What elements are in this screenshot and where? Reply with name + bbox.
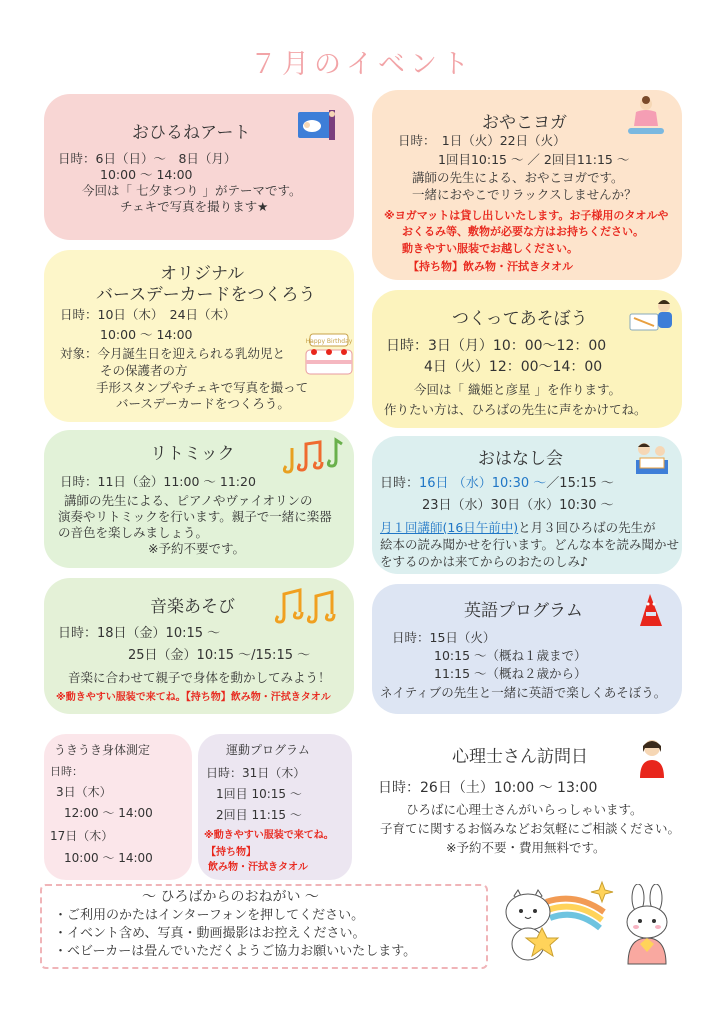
notice: ※動きやすい服装で来てね。 bbox=[204, 830, 334, 841]
notes-item: ・ご利用のかたはインターフォンを押してください。 bbox=[54, 908, 365, 923]
schedule-date: 23日（水）30日（水）10:30 ～ bbox=[422, 498, 614, 513]
notice: ※予約不要です。 bbox=[148, 541, 245, 556]
card-eigo bbox=[372, 584, 682, 714]
card-ohanashi bbox=[372, 436, 682, 574]
card-title: つくってあそぼう bbox=[452, 309, 588, 329]
schedule-date: 日時：6日（日）～ 8日（月） bbox=[58, 151, 237, 166]
notes-box bbox=[40, 884, 488, 969]
bunny-icon bbox=[616, 884, 678, 966]
schedule-time: 12:00 ～ 14:00 bbox=[64, 806, 153, 820]
card-title: 運動プログラム bbox=[226, 743, 310, 757]
schedule-date bbox=[380, 476, 614, 492]
birthday-cake-icon bbox=[302, 330, 356, 378]
schedule-time: 1回目 10:15 ～ bbox=[216, 787, 302, 801]
counselor-icon bbox=[636, 736, 668, 778]
card-title: おはなし会 bbox=[478, 449, 563, 469]
notes-item: ・ベビーカーは畳んでいただくようご協力お願いいたします。 bbox=[54, 944, 417, 959]
description: 講師の先生による、ピアノやヴァイオリンの bbox=[64, 493, 313, 508]
card-ohirune bbox=[44, 94, 354, 240]
card-title: 音楽あそび bbox=[150, 597, 235, 617]
cake-label: Happy Birthday bbox=[305, 338, 353, 345]
schedule-time: 10:15 ～（概ね１歳まで） bbox=[434, 648, 587, 663]
description: チェキで写真を撮ります★ bbox=[120, 199, 269, 214]
description: 絵本の読み聞かせを行います。どんな本を読み聞かせ bbox=[380, 537, 680, 552]
schedule-time: 10:00 ～ 14:00 bbox=[100, 327, 193, 342]
schedule-time: 2回目 11:15 ～ bbox=[216, 808, 302, 822]
description: 一緒におやこでリラックスしませんか？ bbox=[412, 187, 637, 202]
schedule-date: 日時：3日（月）10：00～12：00 bbox=[386, 338, 607, 354]
description: 今回は「 七夕まつり 」がテーマです。 bbox=[82, 183, 302, 198]
target: その保護者の方 bbox=[100, 363, 188, 378]
music-notes-icon bbox=[274, 586, 338, 626]
schedule-date: 日時： 1日（火）22日（火） bbox=[398, 133, 566, 148]
schedule-date: 日時：31日（木） bbox=[206, 766, 306, 780]
instructor-highlight: 月１回講師(16日午前中) bbox=[380, 520, 519, 535]
card-birthday bbox=[44, 250, 354, 422]
notice: 動きやすい服装でお越しください。 bbox=[402, 242, 578, 255]
description: 手形スタンプやチェキで写真を撮って bbox=[96, 380, 309, 395]
description: ネイティブの先生と一緒に英語で楽しくあそぼう。 bbox=[380, 685, 667, 700]
schedule-date: 3日（木） bbox=[56, 785, 112, 799]
sparkle-star-icon bbox=[590, 880, 614, 904]
bring-items-label: 【持ち物】 bbox=[206, 847, 256, 858]
schedule-date: 4日（火）12：00～14：00 bbox=[424, 359, 603, 375]
page-title: ７月のイベント bbox=[250, 49, 474, 80]
card-title: オリジナル bbox=[160, 264, 245, 284]
card-oyako-yoga bbox=[372, 90, 682, 280]
description-text: と月３回ひろばの先生が bbox=[518, 520, 656, 535]
schedule-date: 日時：10日（木） 24日（木） bbox=[60, 307, 236, 322]
description: 音楽に合わせて親子で身体を動かしてみよう！ bbox=[68, 670, 331, 685]
card-rhythmic bbox=[44, 430, 354, 568]
notice: ※動きやすい服装で来てね。【持ち物】飲み物・汗拭きタオル bbox=[56, 692, 331, 703]
schedule-date: 日時：15日（火） bbox=[392, 630, 496, 645]
schedule-date: 日時：26日（土）10:00 ～ 13:00 bbox=[378, 780, 598, 796]
description: バースデーカードをつくろう。 bbox=[116, 396, 290, 411]
schedule-date: 17日（木） bbox=[50, 829, 114, 843]
card-undo bbox=[198, 734, 352, 880]
notes-item: ・イベント含め、写真・動画撮影はお控えください。 bbox=[54, 926, 366, 941]
music-notes-icon bbox=[280, 436, 346, 476]
highlight-date: 16日 （水）10:30 ～ bbox=[419, 476, 547, 491]
date-suffix: ／15:15 ～ bbox=[546, 476, 614, 491]
description: 今回は「 織姫と彦星 」を作ります。 bbox=[414, 382, 621, 397]
card-title: 心理士さん訪問日 bbox=[452, 747, 588, 767]
schedule-time: 10:00 ～ 14:00 bbox=[100, 167, 193, 182]
card-ongaku bbox=[44, 578, 354, 714]
card-title: おひるねアート bbox=[132, 123, 251, 143]
card-title: リトミック bbox=[150, 444, 235, 464]
schedule-date: 25日（金）10:15 ～/15:15 ～ bbox=[128, 648, 311, 663]
notice: ※ヨガマットは貸し出しいたします。お子様用のタオルや bbox=[384, 209, 669, 222]
description: 子育てに関するお悩みなどお気軽にご相談ください。 bbox=[380, 821, 681, 836]
description: 演奏やリトミックを行います。親子で一緒に楽器 bbox=[58, 509, 332, 524]
bring-items: 【持ち物】飲み物・汗拭きタオル bbox=[408, 260, 573, 273]
notice: おくるみ等、敷物が必要な方はお持ちください。 bbox=[402, 225, 644, 238]
description: 作りたい方は、ひろばの先生に声をかけてね。 bbox=[384, 402, 647, 417]
schedule-time: 10:00 ～ 14:00 bbox=[64, 851, 153, 865]
yoga-mom-icon bbox=[624, 96, 668, 138]
card-title: 英語プログラム bbox=[464, 601, 583, 621]
notice: ※予約不要・費用無料です。 bbox=[446, 840, 606, 855]
sleeping-baby-icon bbox=[296, 108, 338, 142]
target: 対象：今月誕生日を迎えられる乳幼児と bbox=[60, 346, 286, 361]
schedule-time: 1回目10:15 ～ ／ 2回目11:15 ～ bbox=[438, 152, 630, 167]
letter-a-icon bbox=[636, 590, 666, 628]
card-title: うきうき身体測定 bbox=[54, 743, 151, 757]
schedule-label: 日時： bbox=[50, 765, 83, 778]
description: の音色を楽しみましょう。 bbox=[58, 525, 209, 540]
card-sokutei bbox=[44, 734, 192, 880]
date-label: 日時： bbox=[380, 476, 420, 491]
notes-title: ～ ひろばからのおねがい ～ bbox=[142, 889, 319, 905]
card-tsukutte bbox=[372, 290, 682, 428]
schedule-date: 日時：18日（金）10:15 ～ bbox=[58, 626, 221, 641]
schedule-time: 11:15 ～（概ね２歳から） bbox=[434, 666, 587, 681]
description: 講師の先生による、おやこヨガです。 bbox=[412, 170, 624, 185]
crafting-child-icon bbox=[628, 296, 676, 334]
card-title: おやこヨガ bbox=[482, 113, 567, 133]
schedule-date: 日時：11日（金）11:00 ～ 11:20 bbox=[60, 474, 256, 489]
card-shinrishi bbox=[372, 730, 682, 870]
bring-items: 飲み物・汗拭きタオル bbox=[208, 862, 308, 873]
card-subtitle: バースデーカードをつくろう bbox=[96, 285, 316, 305]
description: ひろばに心理士さんがいらっしゃいます。 bbox=[406, 802, 643, 817]
description: をするのかは来てからのおたのしみ♪ bbox=[380, 554, 588, 569]
description bbox=[380, 520, 656, 536]
reading-children-icon bbox=[632, 440, 672, 478]
